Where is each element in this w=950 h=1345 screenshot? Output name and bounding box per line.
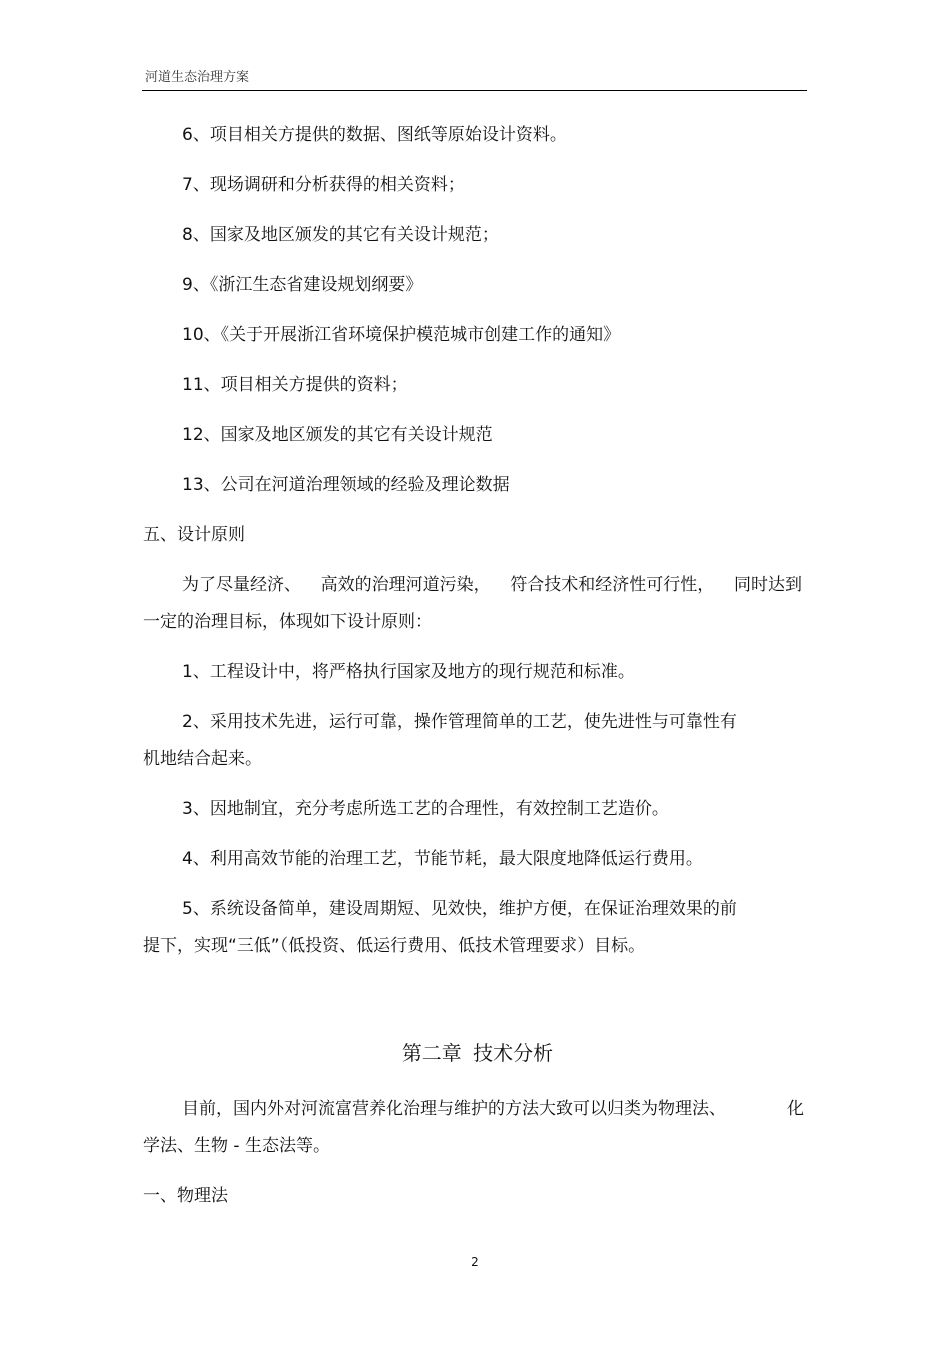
principle-item: 4、利用高效节能的治理工艺，节能节耗，最大限度地降低运行费用。 — [182, 849, 703, 869]
basis-item: 11、项目相关方提供的资料； — [182, 375, 408, 395]
principle-item: 5、系统设备简单，建设周期短、见效快，维护方便，在保证治理效果的前 — [182, 899, 737, 919]
intro-segment: 同时达到 — [733, 575, 802, 595]
section-intro-line-2: 一定的治理目标，体现如下设计原则： — [143, 612, 432, 632]
section-intro-line-1 — [182, 574, 802, 596]
principle-item: 3、因地制宜，充分考虑所选工艺的合理性，有效控制工艺造价。 — [182, 799, 669, 819]
basis-item: 9、《浙江生态省建设规划纲要》 — [182, 275, 423, 295]
chapter-title: 技术分析 — [473, 1041, 554, 1065]
basis-item: 6、项目相关方提供的数据、图纸等原始设计资料。 — [182, 125, 567, 145]
chapter-intro-line-2: 学法、生物 - 生态法等。 — [143, 1136, 330, 1156]
intro-segment: 化 — [787, 1099, 804, 1119]
principle-item-continued: 提下，实现“三低”（低投资、低运行费用、低技术管理要求）目标。 — [143, 936, 646, 956]
principle-item: 1、工程设计中，将严格执行国家及地方的现行规范和标准。 — [182, 662, 635, 682]
intro-segment: 符合技术和经济性可行性， — [510, 575, 715, 595]
basis-item: 12、国家及地区颁发的其它有关设计规范 — [182, 425, 493, 445]
intro-segment: 高效的治理河道污染， — [320, 575, 491, 595]
chapter-heading — [0, 1040, 950, 1066]
chapter-intro-line-1 — [182, 1098, 804, 1120]
subsection-heading: 一、物理法 — [143, 1186, 228, 1206]
chapter-label: 第二章 — [401, 1041, 462, 1065]
basis-item: 13、公司在河道治理领域的经验及理论数据 — [182, 475, 510, 495]
page-number: 2 — [471, 1255, 479, 1269]
intro-segment: 目前，国内外对河流富营养化治理与维护的方法大致可以归类为物理法、 — [182, 1099, 726, 1119]
intro-segment: 为了尽量经济、 — [182, 575, 301, 595]
basis-item: 8、国家及地区颁发的其它有关设计规范； — [182, 225, 499, 245]
principle-item-continued: 机地结合起来。 — [143, 749, 262, 769]
basis-item: 10、《关于开展浙江省环境保护模范城市创建工作的通知》 — [182, 325, 621, 345]
section-heading: 五、设计原则 — [143, 525, 245, 545]
principle-item: 2、采用技术先进，运行可靠，操作管理简单的工艺，使先进性与可靠性有 — [182, 712, 737, 732]
basis-item: 7、现场调研和分析获得的相关资料； — [182, 175, 465, 195]
header-divider — [142, 90, 807, 91]
running-header: 河道生态治理方案 — [145, 70, 250, 85]
